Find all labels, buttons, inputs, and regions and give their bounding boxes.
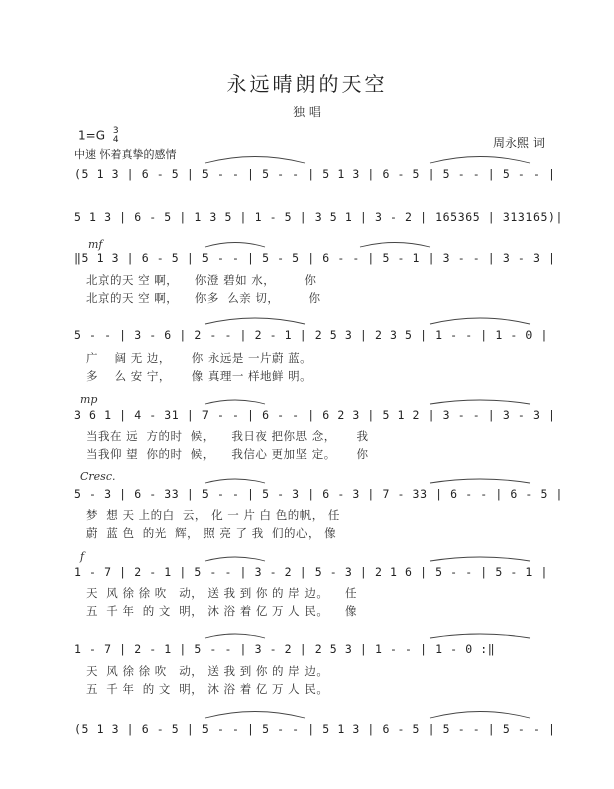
lyric-line: 天 风 徐 徐 吹 动， 送 我 到 你 的 岸 边。 任 — [86, 586, 357, 600]
dynamic-mark: mf — [88, 238, 103, 251]
lyric-line: 北京的天 空 啊， 你多 么亲 切， 你 — [86, 291, 321, 305]
performance-type: 独 唱 — [293, 105, 321, 119]
lyric-line: 天 风 徐 徐 吹 动， 送 我 到 你 的 岸 边。 — [86, 664, 329, 678]
lyric-line: 五 千 年 的 文 明， 沐 浴 着 亿 万 人 民。 像 — [86, 604, 357, 618]
dynamic-mark: Cresc. — [80, 470, 116, 483]
notation-line-9: (5 1 3 | 6 - 5 | 5 - - | 5 - - | 5 1 3 | 6 - 5 | 5 - - | 5 - - | — [74, 722, 556, 736]
lyric-line: 多 么 安 宁， 像 真理一 样地鲜 明。 — [86, 369, 313, 383]
key-signature: 1=G — [78, 128, 105, 143]
lyric-line: 五 千 年 的 文 明， 沐 浴 着 亿 万 人 民。 — [86, 682, 329, 696]
notation-line-5: 3 6 1 | 4 - 31 | 7 - - | 6 - - | 6 2 3 | 5 1 2 | 3 - - | 3 - 3 | — [74, 408, 556, 422]
time-signature — [113, 127, 119, 145]
lyric-line: 广 阔 无 边， 你 永远是 一片蔚 蓝。 — [86, 351, 313, 365]
time-signature-top: 3 — [112, 126, 119, 136]
lyric-line: 当我在 远 方的时 候， 我日夜 把你思 念， 我 — [86, 429, 369, 443]
lyric-line: 北京的天 空 啊， 你澄 碧如 水， 你 — [86, 273, 317, 287]
lyric-line: 梦 想 天 上的白 云， 化 一 片 白 色的帆， 任 — [86, 508, 340, 522]
notation-line-7: 1 - 7 | 2 - 1 | 5 - - | 3 - 2 | 5 - 3 | 2 1 6 | 5 - - | 5 - 1 | — [74, 565, 548, 579]
song-title: 永远晴朗的天空 — [226, 72, 388, 96]
notation-line-1: (5 1 3 | 6 - 5 | 5 - - | 5 - - | 5 1 3 | 6 - 5 | 5 - - | 5 - - | — [74, 167, 556, 181]
notation-line-6: 5 - 3 | 6 - 33 | 5 - - | 5 - 3 | 6 - 3 | 7 - 33 | 6 - - | 6 - 5 | — [74, 487, 564, 501]
lyric-line: 蔚 蓝 色 的光 辉， 照 亮 了 我 们的心， 像 — [86, 526, 337, 540]
lyric-line: 当我仰 望 你的时 候， 我信心 更加坚 定。 你 — [86, 447, 369, 461]
key-signature-block — [78, 127, 119, 145]
tempo-marking: 中速 怀着真挚的感情 — [74, 148, 177, 161]
notation-line-3: ‖5 1 3 | 6 - 5 | 5 - - | 5 - 5 | 6 - - | 5 - 1 | 3 - - | 3 - 3 | — [74, 251, 556, 265]
dynamic-mark: f — [80, 550, 85, 563]
notation-line-4: 5 - - | 3 - 6 | 2 - - | 2 - 1 | 2 5 3 | 2 3 5 | 1 - - | 1 - 0 | — [74, 328, 548, 342]
lyricist-credit: 周永熙 词 — [493, 136, 545, 150]
dynamic-mark: mp — [80, 393, 98, 406]
notation-line-8: 1 - 7 | 2 - 1 | 5 - - | 3 - 2 | 2 5 3 | 1 - - | 1 - 0 :‖ — [74, 642, 496, 656]
notation-line-2: 5 1 3 | 6 - 5 | 1 3 5 | 1 - 5 | 3 5 1 | 3 - 2 | 165365 | 313165)| — [74, 210, 564, 224]
time-signature-bottom: 4 — [112, 135, 119, 145]
